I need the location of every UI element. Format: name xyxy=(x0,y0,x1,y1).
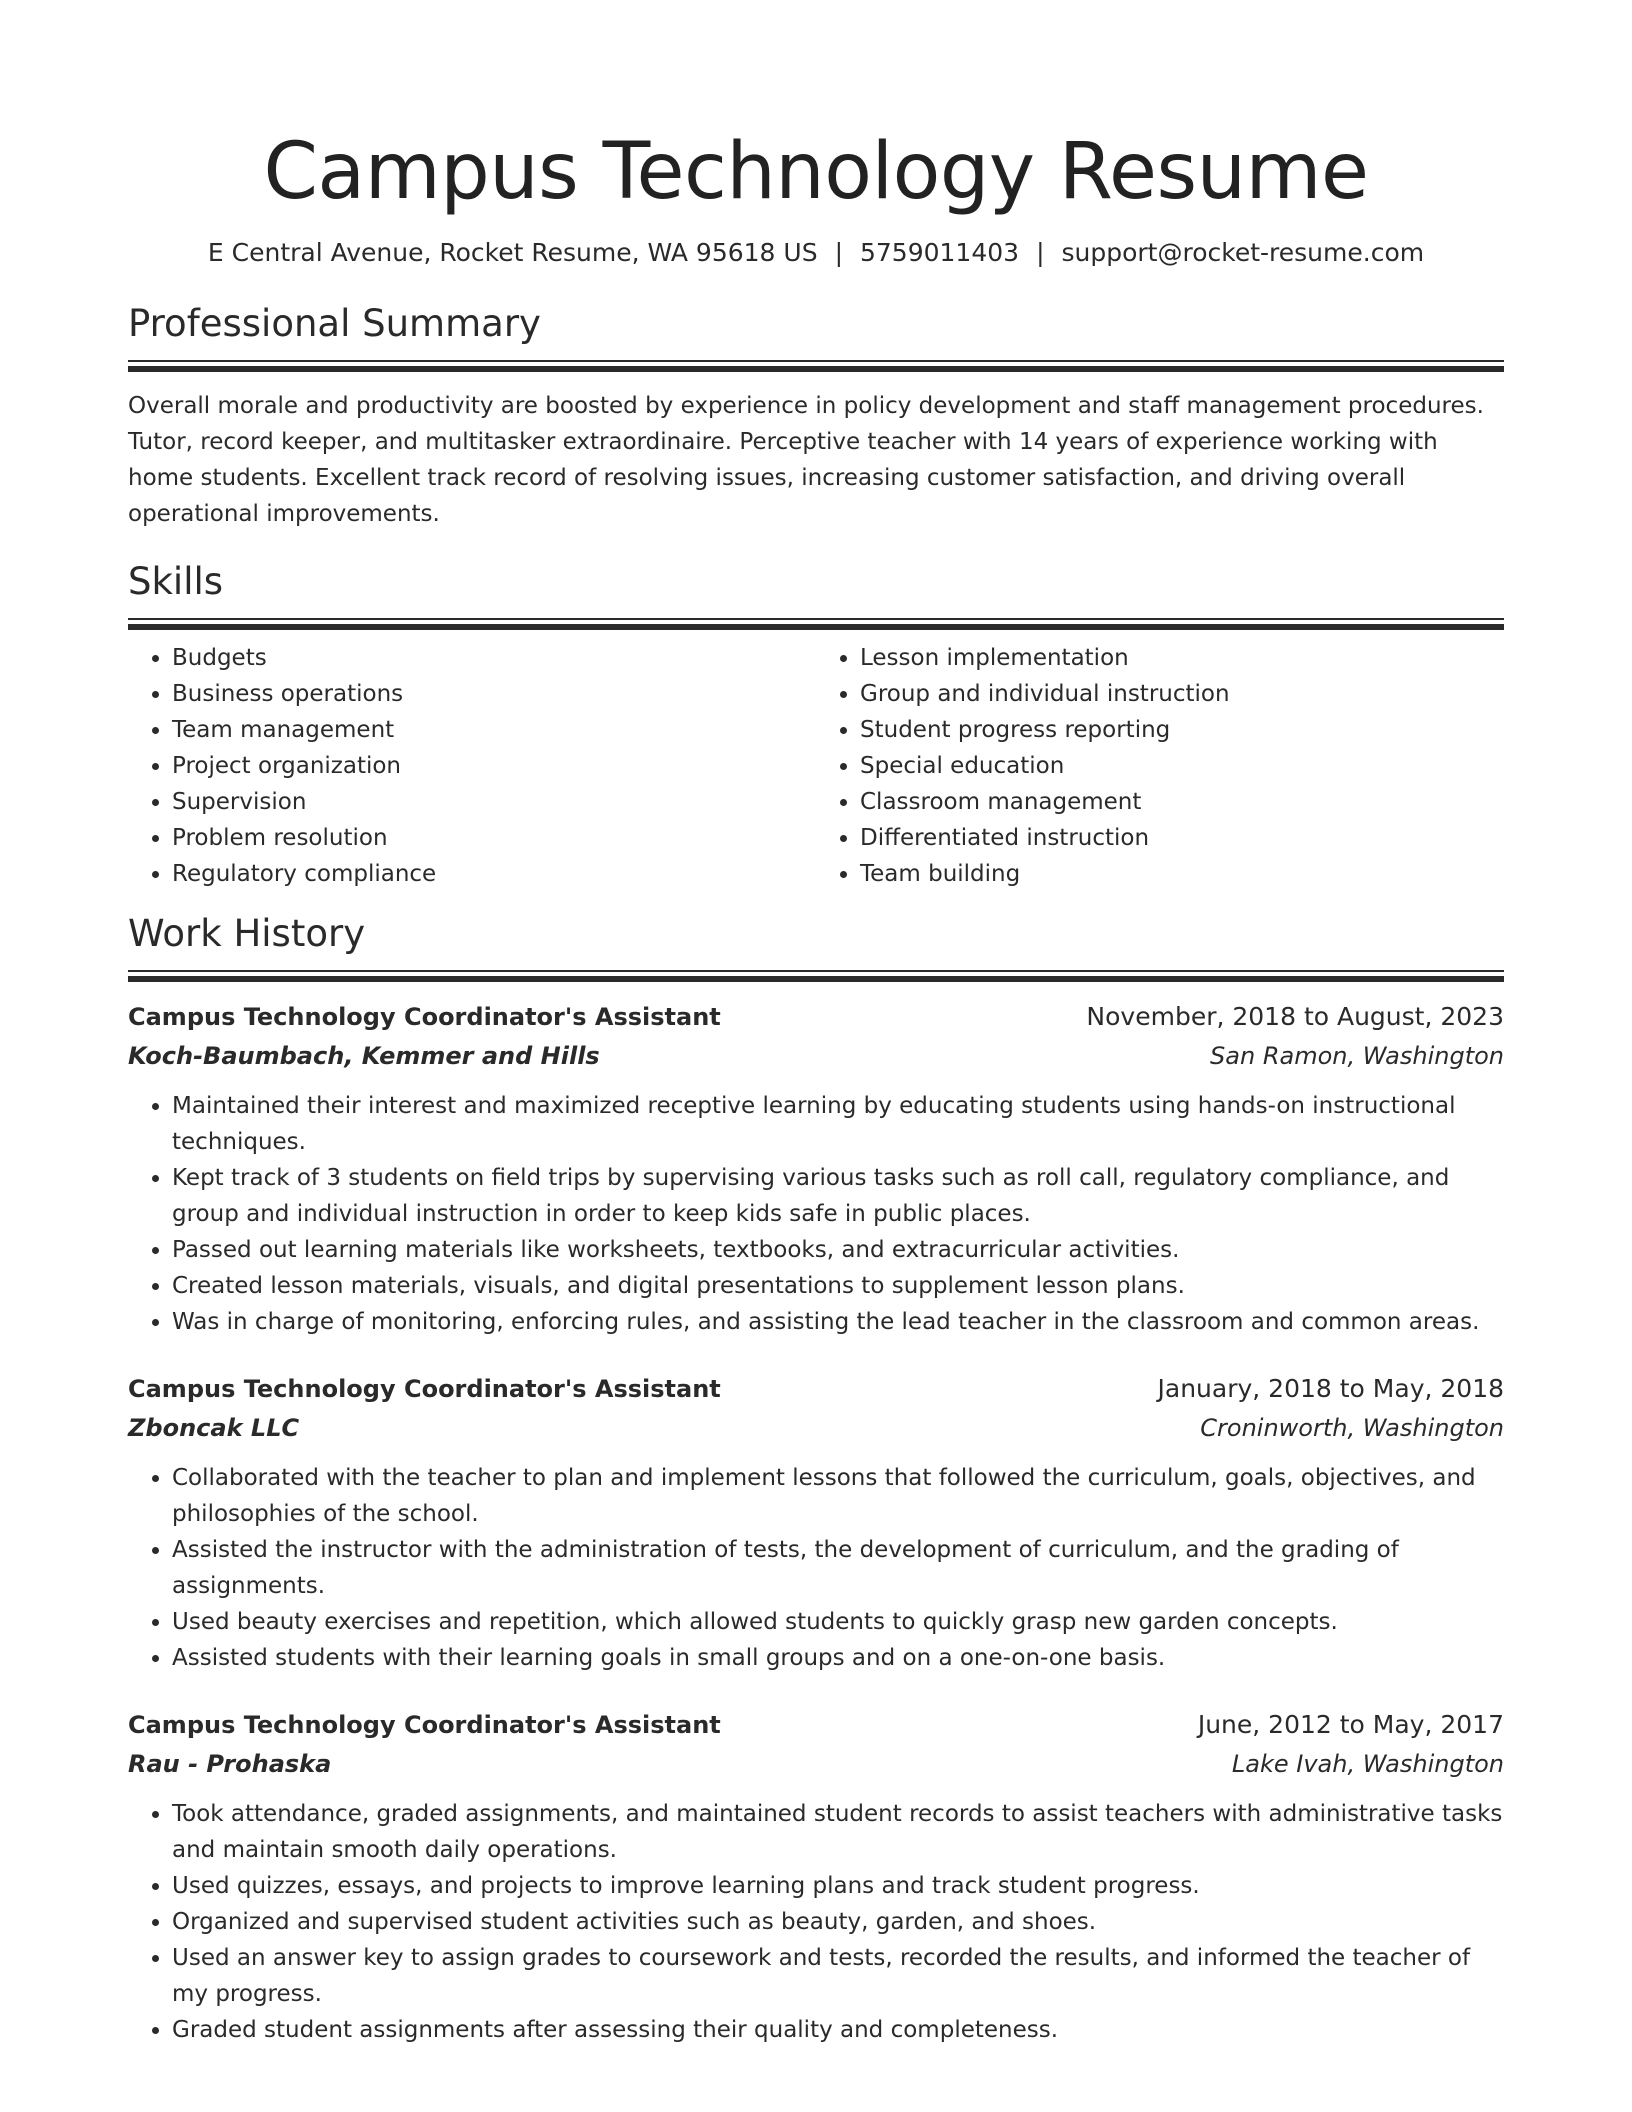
contact-phone: 5759011403 xyxy=(860,238,1020,267)
skill-item: • Project organization xyxy=(172,748,816,784)
work-history-heading: Work History xyxy=(128,912,366,955)
job-location: San Ramon, Washington xyxy=(1210,1042,1504,1070)
job-entry xyxy=(128,998,1504,1340)
section-divider xyxy=(128,618,1504,630)
contact-line xyxy=(128,236,1504,270)
section-divider xyxy=(128,970,1504,982)
job-title: Campus Technology Coordinator's Assistant xyxy=(128,1003,721,1031)
skill-item: • Budgets xyxy=(172,640,816,676)
skill-item: • Lesson implementation xyxy=(860,640,1504,676)
job-company: Koch-Baumbach, Kemmer and Hills xyxy=(128,1042,600,1070)
skill-item: • Business operations xyxy=(172,676,816,712)
skills-right-list xyxy=(816,640,1504,892)
job-header-row xyxy=(128,1370,1504,1408)
job-duties-list xyxy=(128,1796,1504,2048)
job-duties-list xyxy=(128,1088,1504,1340)
job-duty: • Maintained their interest and maximized receptive learning by educating students using hands-on instructional techniques. xyxy=(172,1088,1504,1160)
job-entry xyxy=(128,1706,1504,2048)
skill-item: • Team management xyxy=(172,712,816,748)
contact-separator: | xyxy=(834,238,843,267)
skill-item: • Team building xyxy=(860,856,1504,892)
job-dates: June, 2012 to May, 2017 xyxy=(1197,1710,1504,1739)
job-duties-list xyxy=(128,1460,1504,1676)
section-divider xyxy=(128,360,1504,372)
job-location: Croninworth, Washington xyxy=(1200,1414,1504,1442)
job-duty: • Graded student assignments after assessing their quality and completeness. xyxy=(172,2012,1504,2048)
summary-section xyxy=(128,300,1504,532)
work-history-section xyxy=(128,910,1504,2048)
resume-title: Campus Technology Resume xyxy=(263,127,1369,217)
skill-item: • Supervision xyxy=(172,784,816,820)
job-duty: • Used beauty exercises and repetition, which allowed students to quickly grasp new garden concepts. xyxy=(172,1604,1504,1640)
job-entry xyxy=(128,1370,1504,1676)
skill-item: • Problem resolution xyxy=(172,820,816,856)
summary-text: Overall morale and productivity are boosted by experience in policy development and staff management procedures. Tutor, record keeper, and multitasker extraordinaire. Perceptive teacher with 14 years of experience working with home students. Excellent track record of resolving issues, increasing customer satisfaction, and driving overall operational improvements. xyxy=(128,393,1484,527)
skill-item: • Group and individual instruction xyxy=(860,676,1504,712)
skill-item: • Differentiated instruction xyxy=(860,820,1504,856)
skill-item: • Classroom management xyxy=(860,784,1504,820)
job-dates: November, 2018 to August, 2023 xyxy=(1086,1002,1504,1031)
job-subheader-row xyxy=(128,1036,1504,1076)
job-subheader-row xyxy=(128,1744,1504,1784)
job-subheader-row xyxy=(128,1408,1504,1448)
skill-item: • Special education xyxy=(860,748,1504,784)
job-title: Campus Technology Coordinator's Assistant xyxy=(128,1711,721,1739)
summary-heading: Professional Summary xyxy=(128,302,541,345)
job-duty: • Was in charge of monitoring, enforcing rules, and assisting the lead teacher in the classroom and common areas. xyxy=(172,1304,1504,1340)
job-duty: • Used quizzes, essays, and projects to improve learning plans and track student progress. xyxy=(172,1868,1504,1904)
job-duty: • Passed out learning materials like worksheets, textbooks, and extracurricular activities. xyxy=(172,1232,1504,1268)
job-duty: • Assisted the instructor with the administration of tests, the development of curriculum, and the grading of assignments. xyxy=(172,1532,1504,1604)
job-header-row xyxy=(128,1706,1504,1744)
job-location: Lake Ivah, Washington xyxy=(1231,1750,1504,1778)
contact-separator: | xyxy=(1036,238,1045,267)
skills-heading: Skills xyxy=(128,560,224,603)
job-duty: • Created lesson materials, visuals, and digital presentations to supplement lesson plans. xyxy=(172,1268,1504,1304)
job-duty: • Organized and supervised student activities such as beauty, garden, and shoes. xyxy=(172,1904,1504,1940)
job-company: Rau - Prohaska xyxy=(128,1750,332,1778)
contact-email: support@rocket-resume.com xyxy=(1061,238,1425,267)
job-duty: • Took attendance, graded assignments, and maintained student records to assist teachers with administrative tasks and maintain smooth daily operations. xyxy=(172,1796,1504,1868)
job-duty: • Collaborated with the teacher to plan and implement lessons that followed the curriculum, goals, objectives, and philosophies of the school. xyxy=(172,1460,1504,1532)
skills-section xyxy=(128,558,1504,892)
skill-item: • Regulatory compliance xyxy=(172,856,816,892)
job-duty: • Kept track of 3 students on field trips by supervising various tasks such as roll call, regulatory compliance, and group and individual instruction in order to keep kids safe in public places. xyxy=(172,1160,1504,1232)
job-dates: January, 2018 to May, 2018 xyxy=(1157,1374,1504,1403)
job-title: Campus Technology Coordinator's Assistant xyxy=(128,1375,721,1403)
job-duty: • Used an answer key to assign grades to coursework and tests, recorded the results, and informed the teacher of my progress. xyxy=(172,1940,1504,2012)
skills-columns xyxy=(128,640,1504,892)
skill-item: • Student progress reporting xyxy=(860,712,1504,748)
skills-left-list xyxy=(128,640,816,892)
contact-address: E Central Avenue, Rocket Resume, WA 95618 US xyxy=(207,238,818,267)
resume-page xyxy=(128,0,1504,2048)
job-company: Zboncak LLC xyxy=(128,1414,300,1442)
job-duty: • Assisted students with their learning goals in small groups and on a one-on-one basis. xyxy=(172,1640,1504,1676)
job-header-row xyxy=(128,998,1504,1036)
